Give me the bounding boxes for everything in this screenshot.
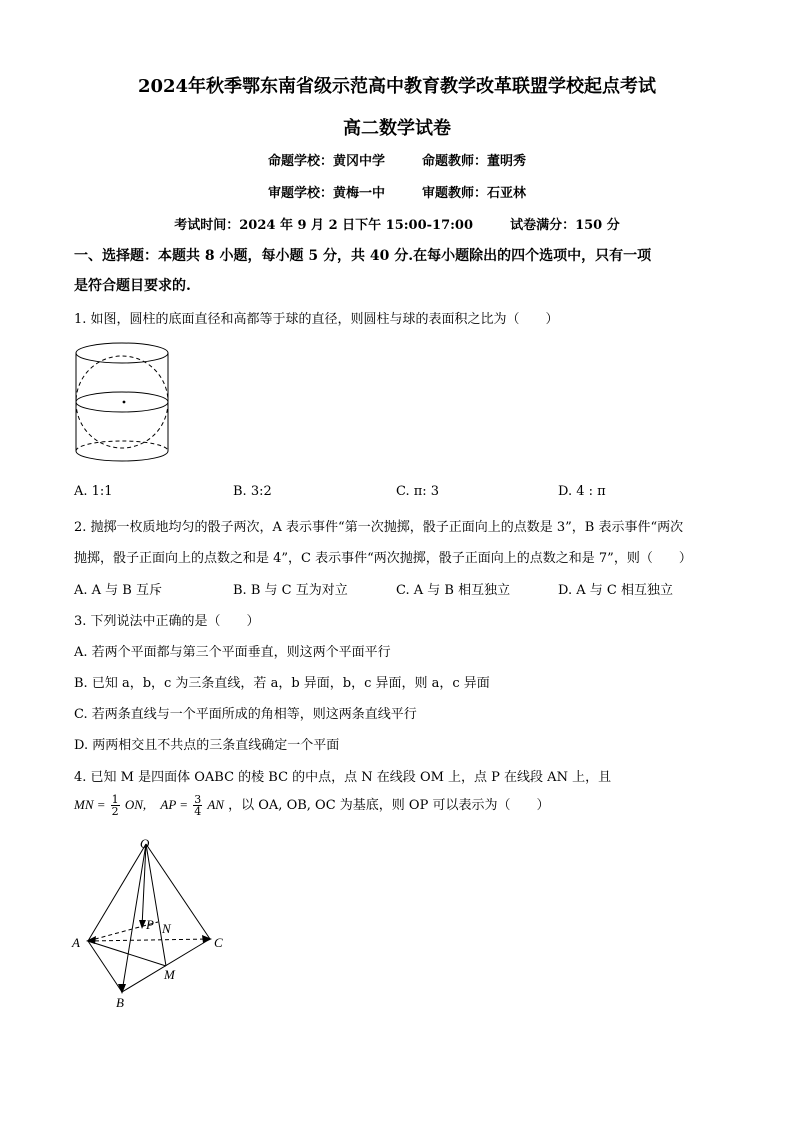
exam-subtitle: 高二数学试卷 <box>343 118 451 139</box>
label-O: O <box>140 836 150 851</box>
reviewer-teacher: 审题教师：石亚林 <box>422 186 527 201</box>
label-A: A <box>72 935 80 950</box>
q2-option-b[interactable]: B. B 与 C 互为对立 <box>233 583 348 598</box>
label-M: M <box>164 967 175 982</box>
q4-ap-lhs: AP = <box>160 797 189 812</box>
tetrahedron-figure <box>70 835 240 1015</box>
q4-mn-numerator: 1 <box>111 793 119 806</box>
q3-stem: 3. 下列说法中正确的是（ ） <box>74 614 260 629</box>
exam-title: 2024年秋季鄂东南省级示范高中教育教学改革联盟学校起点考试 <box>137 76 657 97</box>
edge-AB <box>88 941 122 992</box>
arrow-A <box>86 936 96 944</box>
cylinder-top-ellipse <box>76 343 168 363</box>
q4-mn-denominator: 2 <box>111 805 119 818</box>
exam-full-score: 试卷满分：150 分 <box>510 218 620 233</box>
q2-stem-line1: 2. 抛掷一枚质地均匀的骰子两次，A 表示事件“第一次抛掷，骰子正面向上的点数是 3”，B 表示事件“两次 <box>74 520 684 535</box>
author-line <box>0 150 794 169</box>
q4-ap-rhs: AN <box>207 797 224 812</box>
label-B: B <box>116 995 124 1010</box>
q2-option-a[interactable]: A. A 与 B 互斥 <box>74 583 162 598</box>
sphere-center-dot <box>123 401 126 404</box>
arrow-C <box>202 935 212 943</box>
reviewer-line <box>0 182 794 201</box>
exam-time: 考试时间：2024 年 9 月 2 日下午 15:00-17:00 <box>174 218 474 233</box>
exam-time-line <box>0 214 794 233</box>
q4-ap-denominator: 4 <box>194 805 202 818</box>
label-C: C <box>214 935 223 950</box>
q4-mn-lhs: MN = <box>74 797 106 812</box>
author-teacher: 命题教师：董明秀 <box>422 154 527 169</box>
q4-ap-fraction <box>193 794 202 817</box>
edge-OC <box>146 844 210 939</box>
q1-stem: 1. 如图，圆柱的底面直径和高都等于球的直径，则圆柱与球的表面积之比为（ ） <box>74 312 559 327</box>
equator-front <box>76 402 168 412</box>
q3-option-a[interactable]: A. 若两个平面都与第三个平面垂直，则这两个平面平行 <box>74 645 391 660</box>
q2-option-c[interactable]: C. A 与 B 相互独立 <box>396 583 511 598</box>
label-P: P <box>146 917 154 932</box>
q4-mn-rhs: ON, <box>124 797 147 812</box>
edge-AC <box>88 939 210 941</box>
cylinder-bottom-back <box>76 441 168 451</box>
q3-option-d[interactable]: D. 两两相交且不共点的三条直线确定一个平面 <box>74 738 340 753</box>
q1-option-d[interactable]: D. 4 : π <box>558 484 606 499</box>
edge-OA <box>88 844 146 941</box>
q3-option-c[interactable]: C. 若两条直线与一个平面所成的角相等，则这两条直线平行 <box>74 707 417 722</box>
q1-option-a[interactable]: A. 1:1 <box>74 484 113 499</box>
section-heading-line2: 是符合题目要求的. <box>74 278 191 294</box>
q4-mn-fraction <box>111 794 120 817</box>
author-school: 命题学校：黄冈中学 <box>267 154 385 169</box>
reviewer-school: 审题学校：黄梅一中 <box>267 186 385 201</box>
arrow-B <box>118 984 126 994</box>
q4-ap-numerator: 3 <box>194 793 202 806</box>
section-heading-line1: 一、选择题：本题共 8 小题，每小题 5 分，共 40 分.在每小题除出的四个选项中，只有一项 <box>74 248 652 264</box>
q1-option-b[interactable]: B. 3:2 <box>233 484 272 499</box>
q2-option-d[interactable]: D. A 与 C 相互独立 <box>558 583 673 598</box>
q4-stem-line2 <box>74 794 549 817</box>
equator-back <box>76 392 168 402</box>
q4-stem-line1: 4. 已知 M 是四面体 OABC 的棱 BC 的中点，点 N 在线段 OM 上，点 P 在线段 AN 上，且 <box>74 770 612 785</box>
cylinder-bottom-front <box>76 451 168 461</box>
q2-stem-line2: 抛掷，骰子正面向上的点数之和是 4”，C 表示事件“两次抛掷，骰子正面向上的点数之和是 7”，则（ ） <box>74 551 692 566</box>
edge-OM <box>146 844 166 966</box>
label-N: N <box>162 921 171 936</box>
q3-option-b[interactable]: B. 已知 a，b，c 为三条直线，若 a，b 异面，b，c 异面，则 a，c 异面 <box>74 676 490 691</box>
arrow-P <box>139 920 146 929</box>
sphere-outline <box>76 356 168 448</box>
q1-option-c[interactable]: C. π: 3 <box>396 484 440 499</box>
q4-stem-tail: ，以 OA, OB, OC 为基底，则 OP 可以表示为（ ） <box>228 798 550 813</box>
cylinder-sphere-figure <box>74 340 174 470</box>
